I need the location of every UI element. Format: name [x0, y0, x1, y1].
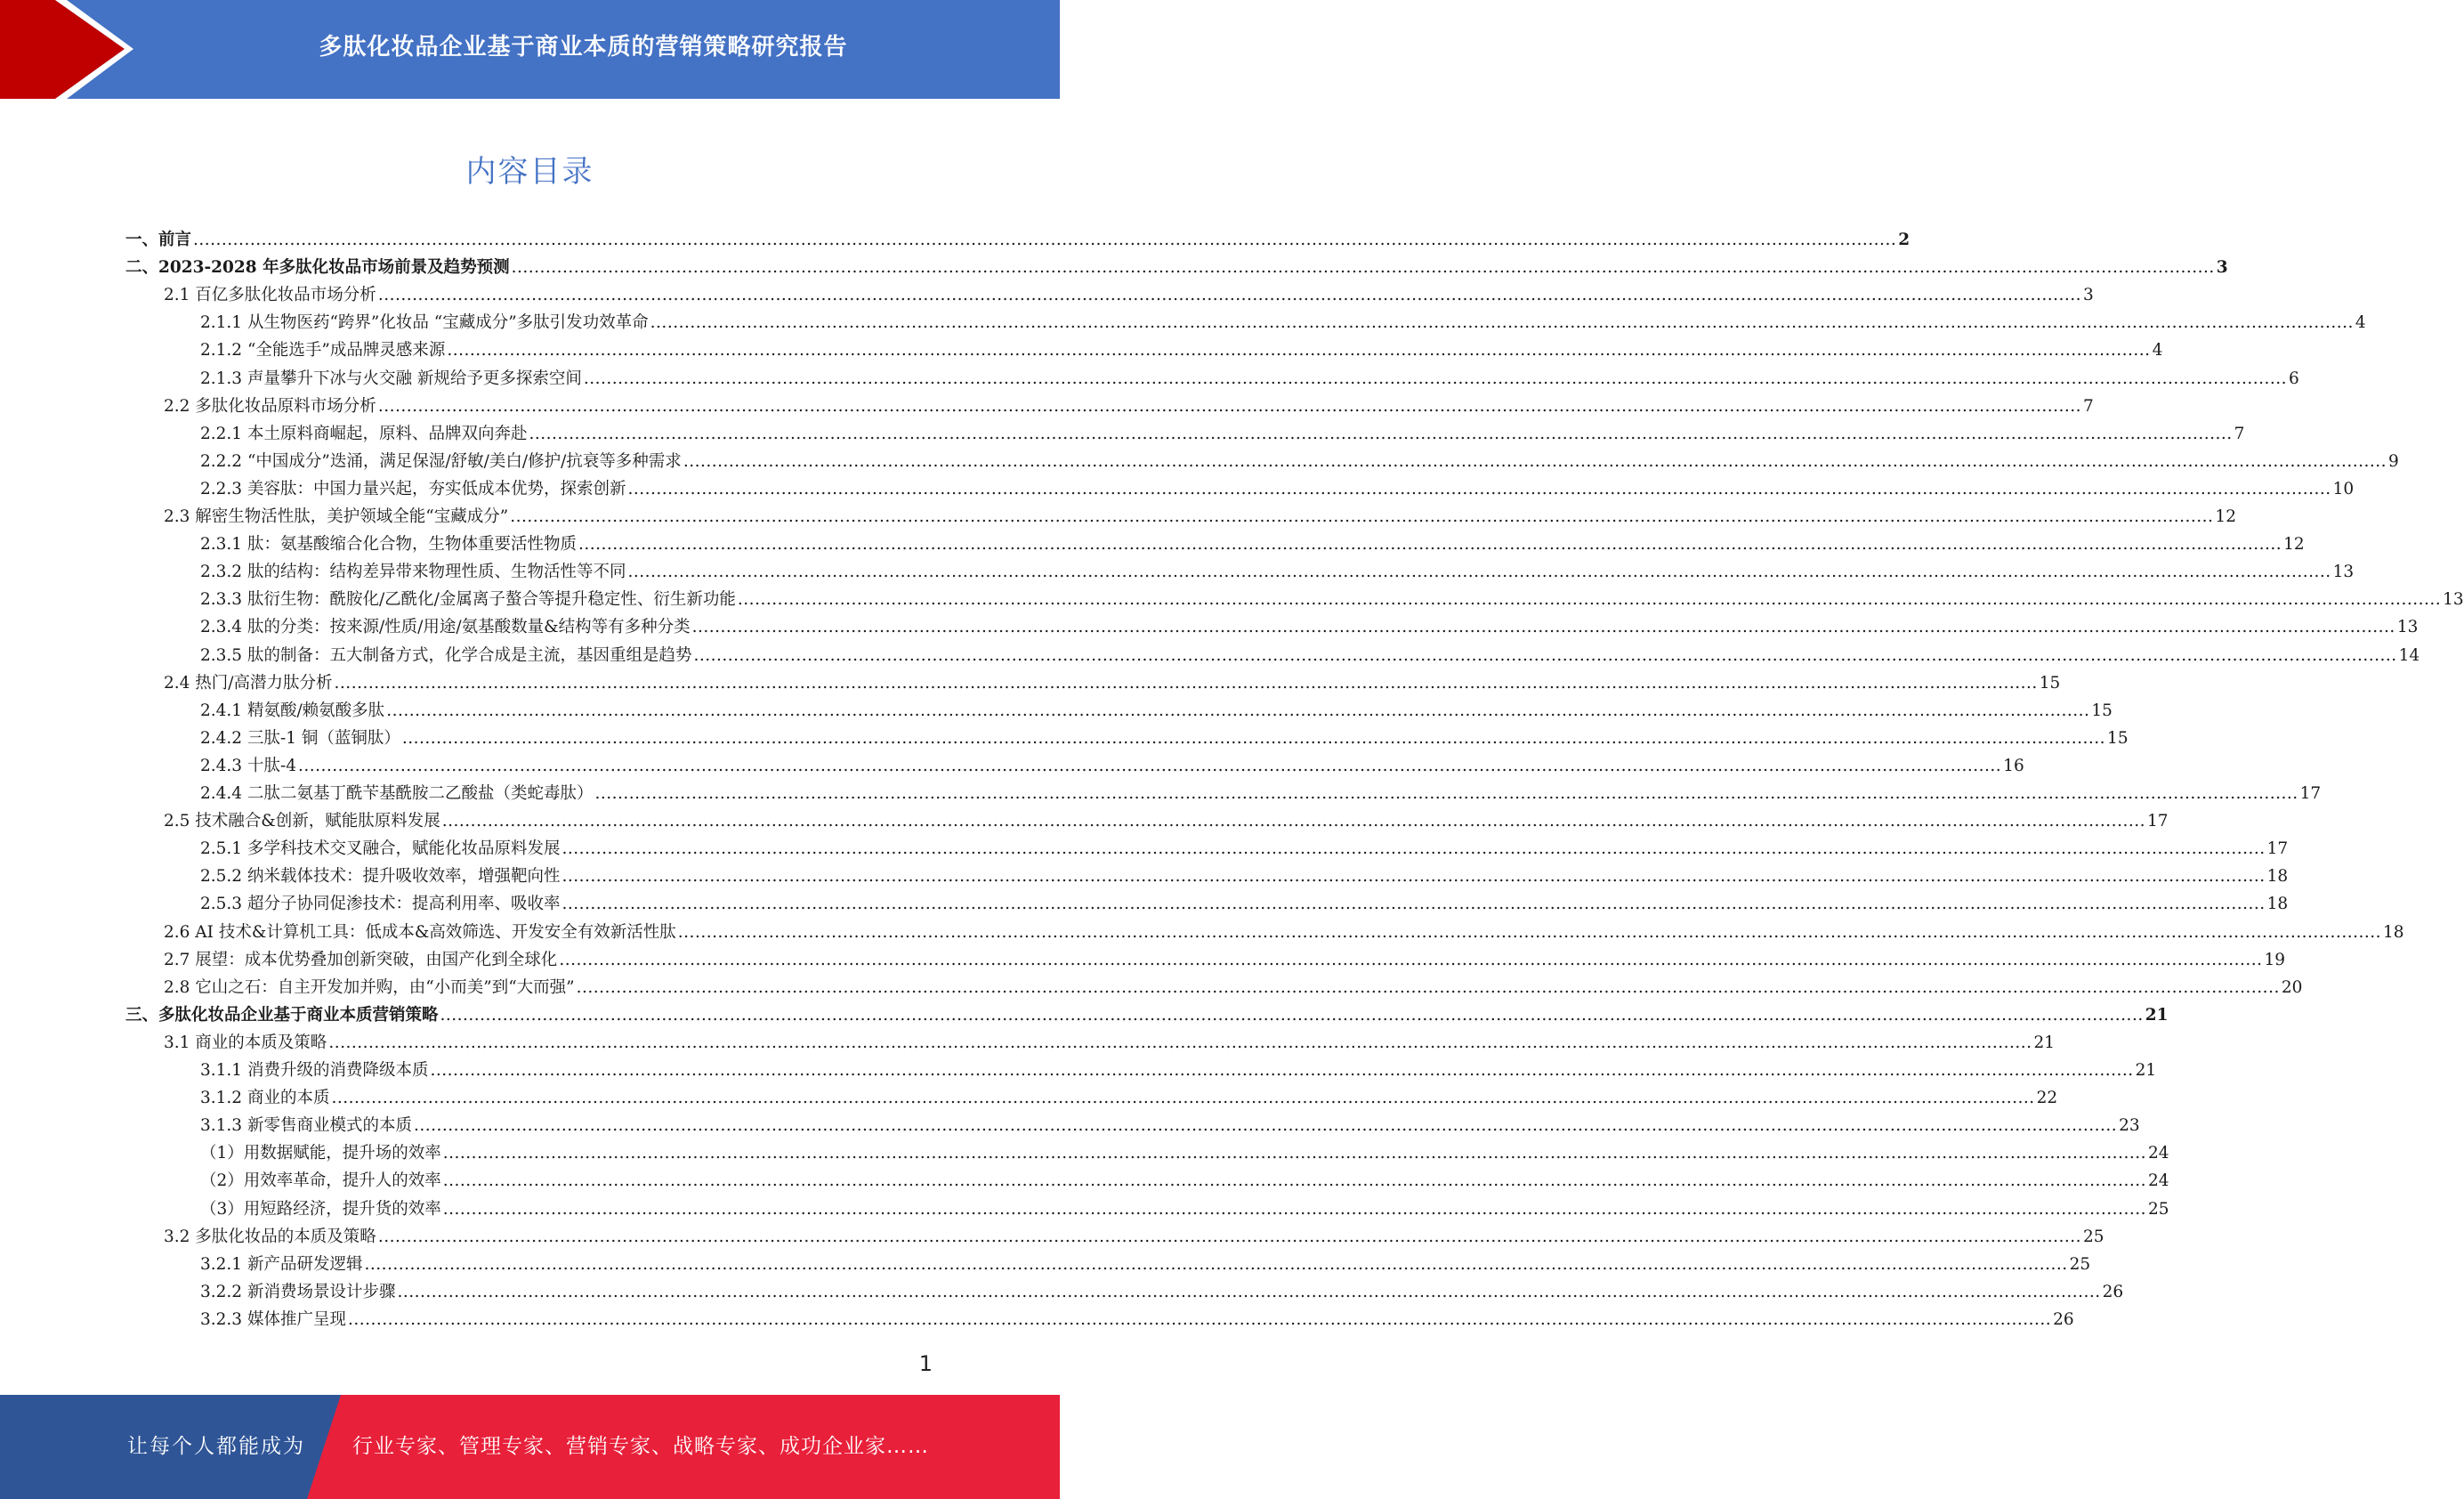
toc-dot-leader: ............................................................................................................................................................................................................................................................................................................ [447, 341, 2151, 361]
toc-entry[interactable] [164, 281, 2094, 309]
toc-entry-label: 3.1.3 新零售商业模式的本质 [200, 1116, 412, 1136]
toc-entry[interactable] [164, 946, 2286, 974]
toc-entry[interactable] [200, 1057, 2157, 1084]
toc-entry[interactable] [164, 1223, 2104, 1251]
toc-entry-label: 2.3 解密生物活性肽，美护领域全能“宝藏成分” [164, 507, 509, 526]
toc-dot-leader: ............................................................................................................................................................................................................................................................................................................ [386, 701, 2090, 720]
toc-dot-leader: ............................................................................................................................................................................................................................................................................................................ [510, 507, 2214, 526]
footer-slogan-left: 让每个人都能成为 [127, 1435, 305, 1458]
toc-dot-leader: ............................................................................................................................................................................................................................................................................................................ [442, 1144, 2146, 1163]
report-title: 多肽化妆品企业基于商业本质的营销策略研究报告 [319, 33, 848, 61]
toc-entry-page: 21 [2135, 1061, 2157, 1080]
toc-entry-label: 2.7 展望：成本优势叠加创新突破，由国产化到全球化 [164, 950, 558, 969]
toc-entry-label: （1）用数据赋能，提升场的效率 [200, 1144, 441, 1163]
toc-entry-label: 3.1 商业的本质及策略 [164, 1033, 327, 1052]
toc-entry[interactable] [200, 752, 2024, 780]
toc-entry-page: 10 [2332, 479, 2355, 498]
toc-entry[interactable] [164, 974, 2303, 1001]
toc-entry[interactable] [200, 1139, 2169, 1167]
toc-entry-page: 3 [2083, 286, 2094, 305]
toc-entry-label: 2.4 热门/高潜力肽分析 [164, 673, 333, 693]
toc-entry[interactable] [200, 365, 2299, 393]
toc-entry[interactable] [200, 309, 2366, 336]
toc-entry-page: 23 [2119, 1116, 2140, 1136]
toc-entry[interactable] [200, 1195, 2169, 1223]
toc-entry[interactable] [200, 1278, 2124, 1306]
toc-entry[interactable] [164, 807, 2169, 835]
toc-dot-leader: ............................................................................................................................................................................................................................................................................................................ [511, 258, 2215, 278]
toc-entry[interactable] [200, 336, 2163, 364]
toc-entry-label: 2.3.5 肽的制备：五大制备方式，化学合成是主流，基因重组是趋势 [200, 645, 692, 665]
toc-entry-label: 3.2.3 媒体推广呈现 [200, 1309, 346, 1329]
toc-entry-label: 3.2.2 新消费场景设计步骤 [200, 1282, 396, 1301]
toc-entry-page: 17 [2146, 812, 2169, 831]
toc-dot-leader: ............................................................................................................................................................................................................................................................................................................ [576, 977, 2280, 997]
toc-entry-page: 15 [2107, 728, 2129, 748]
toc-entry-label: 二、2023-2028 年多肽化妆品市场前景及趋势预测 [125, 258, 510, 278]
toc-entry-label: 2.2 多肽化妆品原料市场分析 [164, 396, 376, 416]
header-chevron-decoration [0, 0, 178, 99]
toc-dot-leader: ............................................................................................................................................................................................................................................................................................................ [442, 1171, 2146, 1191]
toc-entry-label: （3）用短路经济，提升货的效率 [200, 1199, 441, 1219]
toc-entry-page: 25 [2083, 1227, 2104, 1246]
toc-entry[interactable] [200, 558, 2355, 586]
toc-entry[interactable] [125, 226, 1911, 254]
toc-entry-label: 3.2 多肽化妆品的本质及策略 [164, 1227, 376, 1246]
toc-dot-leader: ............................................................................................................................................................................................................................................................................................................ [683, 451, 2387, 471]
toc-dot-leader: ............................................................................................................................................................................................................................................................................................................ [627, 479, 2331, 498]
toc-entry-label: 2.3.2 肽的结构：结构差异带来物理性质、生物活性等不同 [200, 563, 626, 582]
toc-entry[interactable] [125, 1001, 2169, 1029]
toc-entry-page: 4 [2355, 313, 2366, 333]
toc-entry-label: 2.2.2 “中国成分”迭涌，满足保湿/舒敏/美白/修护/抗衰等多种需求 [200, 451, 682, 471]
toc-entry-page: 9 [2388, 451, 2399, 471]
toc-dot-leader: ............................................................................................................................................................................................................................................................................................................ [693, 645, 2397, 665]
toc-entry[interactable] [200, 613, 2419, 641]
toc-entry-page: 4 [2152, 341, 2163, 361]
toc-entry-label: 2.2.3 美容肽：中国力量兴起，夯实低成本优势，探索创新 [200, 479, 626, 498]
toc-dot-leader: ............................................................................................................................................................................................................................................................................................................ [328, 1033, 2032, 1052]
toc-entry-label: 3.1.2 商业的本质 [200, 1089, 330, 1108]
toc-dot-leader: ............................................................................................................................................................................................................................................................................................................ [627, 563, 2331, 582]
toc-dot-leader: ............................................................................................................................................................................................................................................................................................................ [561, 839, 2266, 859]
toc-dot-leader: ............................................................................................................................................................................................................................................................................................................ [401, 728, 2106, 748]
toc-entry-label: 2.4.4 二肽二氨基丁酰苄基酰胺二乙酸盐（类蛇毒肽） [200, 784, 594, 803]
toc-dot-leader: ............................................................................................................................................................................................................................................................................................................ [377, 286, 2081, 305]
toc-entry-page: 19 [2264, 950, 2286, 969]
toc-entry[interactable] [200, 1306, 2074, 1333]
toc-entry-page: 26 [2102, 1282, 2124, 1301]
toc-entry-label: 3.1.1 消费升级的消费降级本质 [200, 1061, 429, 1080]
toc-entry-label: 2.8 它山之石：自主开发加并购，由“小而美”到“大而强” [164, 977, 575, 997]
footer-slogan-right: 行业专家、管理专家、营销专家、战略专家、成功企业家…… [352, 1435, 929, 1458]
toc-entry-page: 7 [2083, 396, 2094, 416]
toc-dot-leader: ............................................................................................................................................................................................................................................................................................................ [297, 756, 2002, 775]
toc-entry-label: 2.1.3 声量攀升下冰与火交融 新规给予更多探索空间 [200, 369, 582, 388]
toc-dot-leader: ............................................................................................................................................................................................................................................................................................................ [441, 812, 2145, 831]
toc-entry[interactable] [200, 1251, 2091, 1278]
toc-entry-label: 2.4.1 精氨酸/赖氨酸多肽 [200, 701, 385, 720]
toc-dot-leader: ............................................................................................................................................................................................................................................................................................................ [364, 1254, 2068, 1274]
toc-entry-label: 2.2.1 本土原料商崛起，原料、品牌双向奔赴 [200, 424, 528, 443]
toc-dot-leader: ............................................................................................................................................................................................................................................................................................................ [193, 231, 1897, 249]
toc-entry[interactable] [200, 642, 2420, 669]
toc-entry-page: 21 [2033, 1033, 2056, 1052]
toc-dot-leader: ............................................................................................................................................................................................................................................................................................................ [594, 784, 2298, 803]
toc-entry-label: 2.5.3 超分子协同促渗技术：提高利用率、吸收率 [200, 895, 561, 914]
toc-entry-page: 18 [2266, 895, 2289, 914]
toc-entry-label: 2.1.1 从生物医药“跨界”化妆品 “宝藏成分”多肽引发功效革命 [200, 313, 649, 333]
toc-dot-leader: ............................................................................................................................................................................................................................................................................................................ [442, 1199, 2146, 1219]
toc-entry-label: 2.4.2 三肽-1 铜（蓝铜肽） [200, 728, 400, 748]
toc-dot-leader: ............................................................................................................................................................................................................................................................................................................ [559, 950, 2263, 969]
toc-entry[interactable] [200, 725, 2129, 752]
toc-entry[interactable] [200, 780, 2322, 807]
toc-entry-label: 2.1.2 “全能选手”成品牌灵感来源 [200, 341, 446, 361]
toc-entry[interactable] [200, 1167, 2169, 1195]
toc-entry-page: 2 [1898, 231, 1911, 249]
toc-dot-leader: ............................................................................................................................................................................................................................................................................................................ [650, 313, 2354, 333]
toc-dot-leader: ............................................................................................................................................................................................................................................................................................................ [691, 618, 2395, 637]
toc-entry-page: 18 [2266, 867, 2289, 887]
toc-entry-page: 3 [2216, 258, 2228, 278]
toc-entry[interactable] [200, 835, 2289, 863]
toc-entry[interactable] [200, 890, 2289, 918]
toc-dot-leader: ............................................................................................................................................................................................................................................................................................................ [430, 1061, 2134, 1080]
toc-entry-page: 17 [2299, 784, 2322, 803]
toc-dot-leader: ............................................................................................................................................................................................................................................................................................................ [440, 1005, 2144, 1025]
toc-entry-page: 25 [2069, 1254, 2091, 1274]
toc-dot-leader: ............................................................................................................................................................................................................................................................................................................ [397, 1282, 2101, 1301]
toc-dot-leader: ............................................................................................................................................................................................................................................................................................................ [377, 1227, 2081, 1246]
toc-entry[interactable] [164, 1029, 2056, 1057]
toc-entry-label: 2.3.1 肽：氨基酸缩合化合物，生物体重要活性物质 [200, 535, 577, 555]
toc-dot-leader: ............................................................................................................................................................................................................................................................................................................ [347, 1309, 2052, 1329]
page-number: 1 [918, 1351, 933, 1376]
toc-dot-leader: ............................................................................................................................................................................................................................................................................................................ [529, 424, 2233, 443]
toc-entry-label: 一、前言 [125, 231, 192, 249]
toc-entry-page: 14 [2398, 645, 2420, 665]
toc-entry-page: 12 [2283, 535, 2305, 555]
toc-entry-page: 17 [2266, 839, 2289, 859]
toc-entry[interactable] [200, 448, 2399, 475]
toc-entry-page: 21 [2145, 1005, 2169, 1025]
toc-entry-page: 24 [2147, 1171, 2169, 1191]
toc-entry-label: （2）用效率革命，提升人的效率 [200, 1171, 441, 1191]
toc-dot-leader: ............................................................................................................................................................................................................................................................................................................ [561, 895, 2266, 914]
toc-entry[interactable] [200, 475, 2355, 503]
toc-dot-leader: ............................................................................................................................................................................................................................................................................................................ [737, 590, 2442, 610]
toc-dot-leader: ............................................................................................................................................................................................................................................................................................................ [377, 396, 2081, 416]
toc-entry-label: 3.2.1 新产品研发逻辑 [200, 1254, 363, 1274]
toc-entry-label: 2.5.2 纳米载体技术：提升吸收效率，增强靶向性 [200, 867, 561, 887]
toc-entry-page: 6 [2289, 369, 2299, 388]
toc-dot-leader: ............................................................................................................................................................................................................................................................................................................ [413, 1116, 2118, 1136]
toc-entry-page: 20 [2281, 977, 2303, 997]
toc-dot-leader: ............................................................................................................................................................................................................................................................................................................ [677, 922, 2381, 942]
toc-entry[interactable] [200, 697, 2113, 725]
toc-entry[interactable] [200, 586, 2464, 613]
toc-entry[interactable] [200, 863, 2289, 890]
footer-banner [0, 1395, 1060, 1499]
toc-entry-page: 18 [2382, 922, 2404, 942]
toc-entry-label: 三、多肽化妆品企业基于商业本质营销策略 [125, 1005, 439, 1025]
toc-entry-page: 26 [2053, 1309, 2074, 1329]
toc-entry[interactable] [200, 1112, 2140, 1139]
toc-entry-page: 15 [2091, 701, 2113, 720]
header-bar [0, 0, 1060, 99]
toc-entry[interactable] [200, 531, 2305, 558]
toc-entry-label: 2.3.3 肽衍生物：酰胺化/乙酰化/金属离子螯合等提升稳定性、衍生新功能 [200, 590, 736, 610]
toc-entry-label: 2.3.4 肽的分类：按来源/性质/用途/氨基酸数量&结构等有多种分类 [200, 618, 691, 637]
toc-entry-page: 15 [2039, 673, 2061, 693]
toc-entry-page: 24 [2147, 1144, 2169, 1163]
toc-entry-page: 13 [2396, 618, 2419, 637]
toc-dot-leader: ............................................................................................................................................................................................................................................................................................................ [561, 867, 2266, 887]
toc-title: 内容目录 [465, 154, 594, 190]
toc-entry-label: 2.4.3 十肽-4 [200, 756, 296, 775]
toc-entry-label: 2.6 AI 技术&计算机工具：低成本&高效筛选、开发安全有效新活性肽 [164, 922, 676, 942]
toc-entry[interactable] [125, 254, 2228, 281]
toc-entry-page: 13 [2443, 590, 2464, 610]
toc-entry-page: 13 [2332, 563, 2355, 582]
toc-entry[interactable] [200, 420, 2245, 448]
toc-entry[interactable] [200, 1084, 2058, 1112]
toc-dot-leader: ............................................................................................................................................................................................................................................................................................................ [334, 673, 2038, 693]
toc-entry-label: 2.5.1 多学科技术交叉融合，赋能化妆品原料发展 [200, 839, 561, 859]
toc-entry-label: 2.1 百亿多肽化妆品市场分析 [164, 286, 376, 305]
toc-dot-leader: ............................................................................................................................................................................................................................................................................................................ [583, 369, 2288, 388]
toc-dot-leader: ............................................................................................................................................................................................................................................................................................................ [331, 1089, 2035, 1108]
toc-entry[interactable] [164, 919, 2404, 946]
toc-entry-page: 7 [2234, 424, 2245, 443]
toc-entry-page: 12 [2215, 507, 2236, 526]
toc-entry[interactable] [164, 503, 2236, 531]
toc-entry[interactable] [164, 393, 2094, 420]
toc-entry-page: 16 [2003, 756, 2024, 775]
toc-entry-page: 22 [2036, 1089, 2058, 1108]
toc-entry-page: 25 [2147, 1199, 2169, 1219]
toc-entry[interactable] [164, 669, 2061, 697]
toc-dot-leader: ............................................................................................................................................................................................................................................................................................................ [578, 535, 2282, 555]
toc-entry-label: 2.5 技术融合&创新，赋能肽原料发展 [164, 812, 440, 831]
